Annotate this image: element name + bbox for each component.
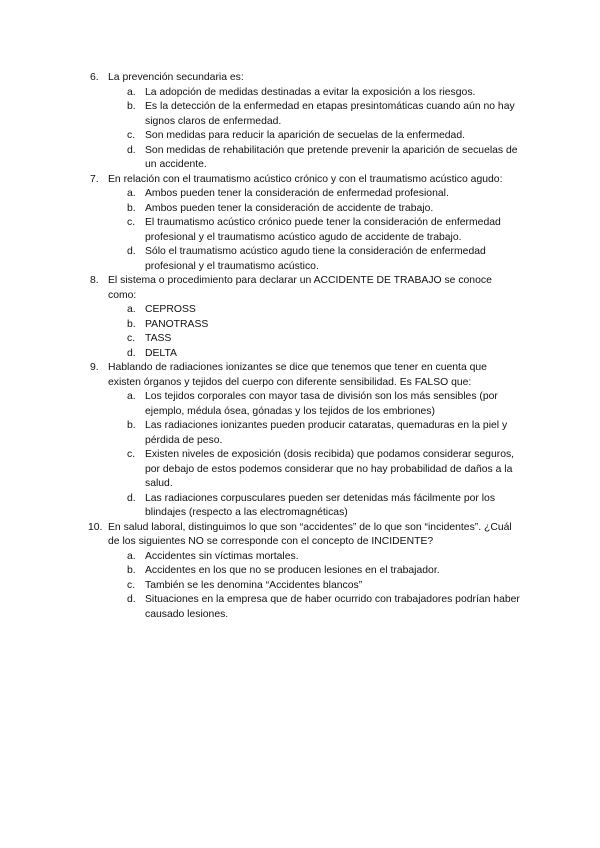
question-number: 10. bbox=[88, 521, 103, 533]
option-text: DELTA bbox=[145, 347, 177, 359]
option-b bbox=[0, 419, 600, 448]
option-a bbox=[0, 390, 600, 419]
option-text: CEPROSS bbox=[145, 304, 196, 315]
option-text: Ambos pueden tener la consideración de enfermedad profesional. bbox=[145, 188, 449, 199]
option-letter: b. bbox=[127, 318, 136, 330]
question-text: Hablando de radiaciones ionizantes se dice que tenemos que tener en cuenta que existen órganos y tejidos del cuerpo con diferente sensibilidad. Es FALSO que: bbox=[108, 362, 487, 388]
option-list bbox=[0, 390, 600, 521]
option-text: Situaciones en la empresa que de haber ocurrido con trabajadores podrían haber causado lesiones. bbox=[145, 594, 520, 620]
option-letter: c. bbox=[127, 333, 136, 344]
question-text: La prevención secundaria es: bbox=[108, 72, 244, 83]
option-c bbox=[0, 448, 600, 492]
option-text: Ambos pueden tener la consideración de accidente de trabajo. bbox=[145, 202, 434, 214]
option-c bbox=[0, 332, 600, 347]
option-letter: c. bbox=[127, 579, 136, 591]
option-list bbox=[0, 86, 600, 173]
question-text: El sistema o procedimiento para declarar un ACCIDENTE DE TRABAJO se conoce como: bbox=[108, 275, 492, 301]
option-letter: d. bbox=[127, 492, 136, 504]
option-text: Las radiaciones ionizantes pueden producir cataratas, quemaduras en la piel y pérdida de peso. bbox=[145, 420, 508, 446]
option-text: Son medidas de rehabilitación que pretende prevenir la aparición de secuelas de un accidente. bbox=[145, 144, 518, 170]
option-text: Existen niveles de exposición (dosis recibida) que podamos considerar seguros, por debajo de estos podemos considerar que no hay probabilidad de daños a la salud. bbox=[145, 449, 515, 489]
option-text: Accidentes en los que no se producen lesiones en el trabajador. bbox=[145, 565, 440, 576]
option-d bbox=[0, 144, 600, 173]
question-text: En relación con el traumatismo acústico crónico y con el traumatismo acústico agudo: bbox=[108, 173, 503, 185]
option-letter: a. bbox=[127, 550, 136, 562]
option-letter: c. bbox=[127, 449, 136, 460]
option-list bbox=[0, 187, 600, 274]
option-text: El traumatismo acústico crónico puede tener la consideración de enfermedad profesional y el traumatismo acústico agudo de accidente de trabajo. bbox=[145, 217, 501, 243]
option-c bbox=[0, 216, 600, 245]
option-letter: c. bbox=[127, 217, 136, 228]
question-7 bbox=[0, 173, 600, 275]
option-letter: a. bbox=[127, 188, 136, 199]
option-a bbox=[0, 86, 600, 101]
option-text: Es la detección de la enfermedad en etapas presintomáticas cuando aún no hay signos claros de enfermedad. bbox=[145, 101, 515, 127]
option-letter: d. bbox=[127, 144, 136, 156]
option-letter: a. bbox=[127, 86, 136, 98]
option-text: Son medidas para reducir la aparición de secuelas de la enfermedad. bbox=[145, 130, 465, 141]
option-d bbox=[0, 347, 600, 362]
option-letter: d. bbox=[127, 594, 136, 605]
question-6 bbox=[0, 71, 600, 173]
option-b bbox=[0, 564, 600, 579]
option-text: También se les denomina “Accidentes blancos” bbox=[145, 579, 363, 591]
question-number: 6. bbox=[90, 72, 99, 83]
option-text: Sólo el traumatismo acústico agudo tiene la consideración de enfermedad profesional y el traumatismo acústico. bbox=[145, 246, 486, 272]
question-number: 7. bbox=[90, 173, 99, 185]
option-letter: d. bbox=[127, 347, 136, 359]
option-c bbox=[0, 579, 600, 594]
option-c bbox=[0, 129, 600, 144]
option-letter: a. bbox=[127, 391, 136, 402]
option-b bbox=[0, 202, 600, 217]
option-text: PANOTRASS bbox=[145, 318, 209, 330]
option-letter: b. bbox=[127, 101, 136, 112]
option-text: TASS bbox=[145, 333, 172, 344]
option-a bbox=[0, 550, 600, 565]
option-letter: c. bbox=[127, 130, 136, 141]
option-b bbox=[0, 318, 600, 333]
question-10 bbox=[0, 521, 600, 623]
option-a bbox=[0, 303, 600, 318]
option-text: Las radiaciones corpusculares pueden ser detenidas más fácilmente por los blindajes (respecto a las electromagnéticas) bbox=[145, 492, 496, 518]
option-letter: d. bbox=[127, 246, 136, 257]
option-d bbox=[0, 492, 600, 521]
option-b bbox=[0, 100, 600, 129]
option-letter: b. bbox=[127, 202, 136, 214]
option-letter: b. bbox=[127, 420, 136, 431]
question-9 bbox=[0, 361, 600, 521]
question-8 bbox=[0, 274, 600, 361]
question-number: 9. bbox=[90, 362, 99, 373]
option-a bbox=[0, 187, 600, 202]
question-number: 8. bbox=[90, 275, 99, 286]
question-text: En salud laboral, distinguimos lo que son “accidentes” de lo que son “incidentes”. ¿Cuál de los siguientes NO se corresponde con el concepto de INCIDENTE? bbox=[108, 521, 512, 547]
option-list bbox=[0, 303, 600, 361]
option-d bbox=[0, 245, 600, 274]
option-d bbox=[0, 593, 600, 622]
option-letter: a. bbox=[127, 304, 136, 315]
option-text: Accidentes sin víctimas mortales. bbox=[145, 550, 299, 562]
option-text: Los tejidos corporales con mayor tasa de división son los más sensibles (por ejemplo, médula ósea, gónadas y los tejidos de los embriones) bbox=[145, 391, 498, 417]
option-list bbox=[0, 550, 600, 623]
option-letter: b. bbox=[127, 565, 136, 576]
question-list bbox=[0, 71, 600, 622]
option-text: La adopción de medidas destinadas a evitar la exposición a los riesgos. bbox=[145, 86, 476, 98]
